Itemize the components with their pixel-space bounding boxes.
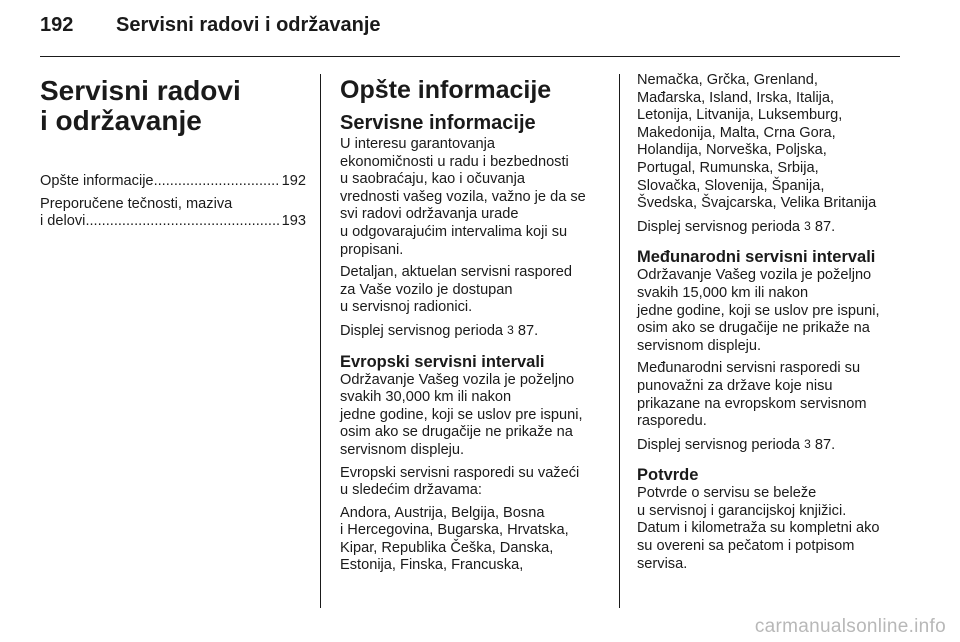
display-reference[interactable] xyxy=(340,322,606,341)
header-rule xyxy=(40,56,900,57)
display-reference-text: Displej servisnog perioda xyxy=(637,218,805,235)
toc-entry-recommended-fluids[interactable] xyxy=(40,196,306,231)
page-ref-arrow-icon: 3 xyxy=(507,322,514,337)
subsection-title: Servisne informacije xyxy=(340,112,536,134)
display-reference-page: 87. xyxy=(810,218,836,235)
column-general-info xyxy=(340,72,606,580)
display-reference-text: Displej servisnog perioda xyxy=(340,322,508,339)
chapter-title: Servisni radovi i održavanje xyxy=(40,75,241,136)
toc-entry-title-line2: i delovi xyxy=(40,213,86,230)
table-of-contents xyxy=(40,173,306,231)
toc-entry-general-info[interactable] xyxy=(40,173,306,191)
column-chapter xyxy=(40,72,306,236)
page-ref-arrow-icon: 3 xyxy=(804,218,811,233)
toc-leader-dots xyxy=(154,173,280,191)
toc-entry-page: 192 xyxy=(281,173,306,189)
toc-entry-title: Opšte informacije xyxy=(40,173,154,189)
column-divider-2 xyxy=(619,74,620,608)
european-intervals-paragraph: Održavanje Vašeg vozila je poželjno svakih 30,000 km ili nakon jedne godine, koji se uslov pre ispuni, osim ako se drugačije ne prikaže na servisnom displeju. xyxy=(340,371,583,458)
display-reference-text: Displej servisnog perioda xyxy=(637,436,805,453)
display-reference-page: 87. xyxy=(513,322,539,339)
running-title: Servisni radovi i održavanje xyxy=(116,14,381,36)
international-intervals-title: Međunarodni servisni intervali xyxy=(637,248,876,267)
european-intervals-title: Evropski servisni intervali xyxy=(340,352,545,371)
service-info-paragraph: U interesu garantovanja ekonomičnosti u radu i bezbednosti u saobraćaju, kao i očuvanja vrednosti vašeg vozila, važno je da se svi radovi održavanja urade u odgovarajućim intervalima koji su propisani. xyxy=(340,136,586,258)
confirmations-paragraph: Potvrde o servisu se beleže u servisnoj i garancijskoj knjižici. Datum i kilometraža su kompletni ako su overeni sa pečatom i potpisom servisa. xyxy=(637,485,880,572)
column-intervals xyxy=(637,72,905,578)
display-reference[interactable] xyxy=(637,218,905,237)
toc-entry-page: 193 xyxy=(281,213,306,230)
international-validity-paragraph: Međunarodni servisni rasporedi su punovažni za države koje nisu prikazane na evropskom servisnom rasporedu. xyxy=(637,360,867,430)
european-countries-paragraph: Andora, Austrija, Belgija, Bosna i Hercegovina, Bugarska, Hrvatska, Kipar, Republika Češka, Danska, Estonija, Finska, Francuska, xyxy=(340,504,569,574)
toc-entry-title-line1: Preporučene tečnosti, maziva xyxy=(40,195,233,212)
international-intervals-paragraph: Održavanje Vašeg vozila je poželjno svakih 15,000 km ili nakon jedne godine, koji se uslov pre ispuni, osim ako se drugačije ne prikaže na servisnom displeju. xyxy=(637,267,880,354)
countries-continued-paragraph: Nemačka, Grčka, Grenland, Mađarska, Island, Irska, Italija, Letonija, Litvanija, Luksemburg, Makedonija, Malta, Crna Gora, Holandija, Norveška, Poljska, Portugal, Rumunska, Srbija, Slovačka, Slovenija, Španija, Švedska, Švajcarska, Velika Britanija xyxy=(637,72,877,212)
section-title: Opšte informacije xyxy=(340,76,552,104)
european-validity-paragraph: Evropski servisni rasporedi su važeći u sledećim državama: xyxy=(340,464,580,499)
page-number: 192 xyxy=(40,14,74,36)
service-schedule-paragraph: Detaljan, aktuelan servisni raspored za Vaše vozilo je dostupan u servisnoj radionici. xyxy=(340,264,573,316)
confirmations-title: Potvrde xyxy=(637,466,699,485)
column-divider-1 xyxy=(320,74,321,608)
toc-leader-dots xyxy=(85,213,279,231)
watermark: carmanualsonline.info xyxy=(754,616,946,637)
display-reference[interactable] xyxy=(637,436,905,455)
display-reference-page: 87. xyxy=(810,436,836,453)
page-ref-arrow-icon: 3 xyxy=(804,436,811,451)
